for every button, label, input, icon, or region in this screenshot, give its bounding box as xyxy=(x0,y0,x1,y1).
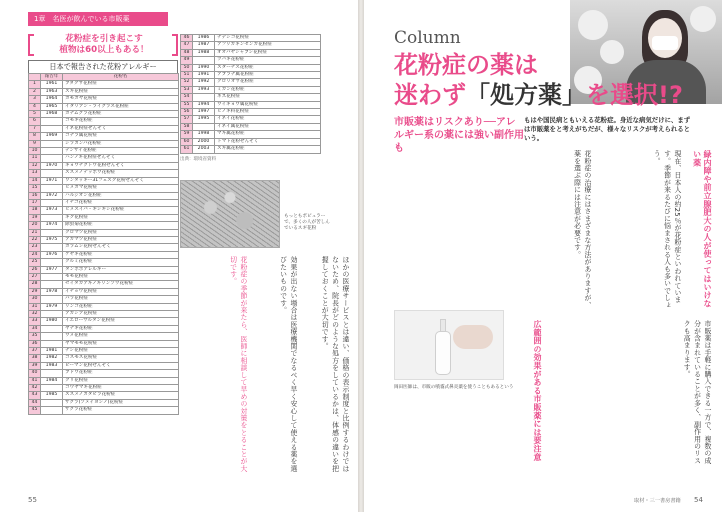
table-cell-name: モモ花粉症 xyxy=(63,273,179,280)
table-cell-num: 46 xyxy=(181,35,193,42)
table-cell-name: グロリオサ花粉症 xyxy=(215,79,321,86)
table-cell-num: 14 xyxy=(29,177,41,184)
table-cell-year: 1994 xyxy=(193,101,215,108)
table-cell-year xyxy=(41,340,63,347)
table-cell-num: 49 xyxy=(181,57,193,64)
headline-part-1: 迷わず xyxy=(394,81,466,109)
table-title: 日本で報告された花粉アレルギー xyxy=(28,60,178,73)
table-row xyxy=(29,377,179,384)
table-cell-num: 21 xyxy=(29,229,41,236)
table-cell-year xyxy=(41,370,63,377)
table-cell-year xyxy=(41,399,63,406)
table-row xyxy=(29,222,179,229)
table-row xyxy=(181,79,321,86)
header-name: 花粉名 xyxy=(63,74,179,81)
table-cell-num: 39 xyxy=(29,362,41,369)
table-cell-name: イチョウ花粉症 xyxy=(63,288,179,295)
allergy-table-2-box xyxy=(180,34,320,162)
table-cell-year: 1982 xyxy=(41,355,63,362)
table-cell-num: 26 xyxy=(29,266,41,273)
table-row xyxy=(29,118,179,125)
table-cell-name: コモギ花粉症 xyxy=(63,118,179,125)
table-cell-year: 1993 xyxy=(193,86,215,93)
table-cell-num: 29 xyxy=(29,288,41,295)
nasal-spray-photo xyxy=(394,310,504,380)
table-row xyxy=(29,348,179,355)
allergy-table-box xyxy=(28,60,178,415)
table-cell-year xyxy=(41,185,63,192)
table-cell-num: 36 xyxy=(29,340,41,347)
table-cell-year xyxy=(41,118,63,125)
table-cell-year: 1971 xyxy=(41,177,63,184)
table-cell-name: ネズ花粉症 xyxy=(215,94,321,101)
spray-caption: 岡田医師は、市販の噴霧式鼻炎薬を使うこともあるという xyxy=(394,385,514,390)
table-row xyxy=(29,214,179,221)
table-source-note: 出典：環境省資料 xyxy=(180,156,216,162)
table-cell-name: ワンタッキー31フェスク花粉ぜんそく xyxy=(63,177,179,184)
table-cell-year: 1977 xyxy=(41,266,63,273)
table-cell-name: ナデシコ花粉症 xyxy=(215,35,321,42)
table-cell-num: 55 xyxy=(181,101,193,108)
table-cell-year xyxy=(41,281,63,288)
table-cell-num: 23 xyxy=(29,244,41,251)
table-cell-year xyxy=(41,170,63,177)
table-row xyxy=(29,399,179,406)
table-cell-num: 2 xyxy=(29,88,41,95)
table-cell-name: ナシ花粉症 xyxy=(63,348,179,355)
table-cell-name: カナムグラ花粉症 xyxy=(63,111,179,118)
table-cell-num: 34 xyxy=(29,325,41,332)
table-cell-year xyxy=(41,155,63,162)
section-heading-2: 広範囲の効果がある市販薬には要注意 xyxy=(533,320,542,462)
callout-bracket-left xyxy=(28,34,34,56)
table-cell-num: 16 xyxy=(29,192,41,199)
table-cell-name: イネイ花粉症 xyxy=(215,116,321,123)
table-cell-year: 1978 xyxy=(41,288,63,295)
table-cell-year xyxy=(41,229,63,236)
left-page xyxy=(0,0,358,512)
table-cell-year: 1976 xyxy=(41,251,63,258)
table-cell-year: 1981 xyxy=(41,348,63,355)
callout-line-2: 植物は60以上もある！ xyxy=(59,45,149,55)
table-row xyxy=(29,244,179,251)
headline-line-2 xyxy=(394,80,683,110)
table-row xyxy=(181,49,321,56)
table-cell-year: 1984 xyxy=(41,377,63,384)
table-cell-name: ウイキョウ属花粉症 xyxy=(215,101,321,108)
table-cell-name: マキ属花粉症 xyxy=(215,131,321,138)
body-column-3: 花粉症の季節が来たら、医師に相談して早めの対策をとることが大切です。 xyxy=(228,256,247,472)
chapter-tag: 1章 名医が飲んでいる市販薬 xyxy=(28,12,168,26)
table-cell-year xyxy=(41,407,63,414)
section-heading-1: 緑内障や前立腺肥大の人が使ってはいけない薬 xyxy=(692,150,712,308)
allergy-table-2 xyxy=(180,34,321,154)
table-cell-name: テンサイ花粉症 xyxy=(63,148,179,155)
table-row xyxy=(29,355,179,362)
table-row xyxy=(29,185,179,192)
right-body-column-b: 花粉症の治療にはさまざまな方法がありますが、薬を選ぶ際には注意が必要です。 xyxy=(572,150,591,309)
table-row xyxy=(29,81,179,88)
table-cell-name: ヒノキ科花粉症 xyxy=(215,109,321,116)
table-row xyxy=(29,133,179,140)
table-row xyxy=(29,199,179,206)
table-cell-name: キク花粉症 xyxy=(63,214,179,221)
table-cell-num: 33 xyxy=(29,318,41,325)
table-cell-num: 59 xyxy=(181,131,193,138)
table-cell-year: 1990 xyxy=(193,64,215,71)
table-cell-num: 51 xyxy=(181,72,193,79)
table-cell-num: 54 xyxy=(181,94,193,101)
table-cell-num: 37 xyxy=(29,348,41,355)
table-cell-year: 2003 xyxy=(193,146,215,153)
table-cell-name: コスモス花粉症 xyxy=(63,355,179,362)
table-cell-name: ウメ花粉症 xyxy=(63,333,179,340)
table-row xyxy=(29,311,179,318)
subheadline: 市販薬はリスクあり──アレルギー系の薬には強い副作用も xyxy=(394,117,524,154)
table-cell-year: 1980 xyxy=(41,318,63,325)
table-cell-num: 7 xyxy=(29,125,41,132)
body-column-2: 効果が出ない場合は医療機関でなるべく早く安心して使える薬を選びたいものです。 xyxy=(278,256,297,472)
table-cell-year: 1991 xyxy=(193,72,215,79)
table-cell-num: 11 xyxy=(29,155,41,162)
table-row xyxy=(181,86,321,93)
table-row xyxy=(29,259,179,266)
table-cell-name: バラ花粉症 xyxy=(63,296,179,303)
header-num xyxy=(29,74,41,81)
table-cell-year: 1969 xyxy=(41,133,63,140)
table-cell-num: 24 xyxy=(29,251,41,258)
table-cell-num: 41 xyxy=(29,377,41,384)
table-cell-name: アカシア花粉症 xyxy=(63,311,179,318)
header-year: 報告年 xyxy=(41,74,63,81)
table-cell-num: 57 xyxy=(181,116,193,123)
table-row xyxy=(181,109,321,116)
table-cell-num: 8 xyxy=(29,133,41,140)
table-row xyxy=(29,192,179,199)
table-cell-num: 48 xyxy=(181,49,193,56)
table-cell-num: 9 xyxy=(29,140,41,147)
table-row xyxy=(181,146,321,153)
table-cell-num: 15 xyxy=(29,185,41,192)
table-cell-num: 47 xyxy=(181,42,193,49)
table-cell-name: アフリカキンセンカ花粉症 xyxy=(215,42,321,49)
table-cell-year xyxy=(41,273,63,280)
table-row xyxy=(29,162,179,169)
table-cell-name: サクラ花粉症 xyxy=(63,407,179,414)
table-cell-name: スギ属花粉症 xyxy=(215,146,321,153)
callout-box xyxy=(28,34,178,56)
right-page xyxy=(364,0,722,512)
table-cell-name: アカマツ花粉症 xyxy=(63,236,179,243)
table-cell-name: ヤナギ花粉症 xyxy=(63,325,179,332)
table-cell-name: ヒメスイバ・ギシギシ花粉症 xyxy=(63,207,179,214)
table-cell-name: シラカンバ花粉症 xyxy=(63,140,179,147)
table-row xyxy=(29,325,179,332)
table-cell-name: クルミ花粉症 xyxy=(63,259,179,266)
table-cell-name: ススメノカタビラ花粉症 xyxy=(63,392,179,399)
table-row xyxy=(29,236,179,243)
table-cell-name: スギ花粉症 xyxy=(63,88,179,95)
table-cell-name: ブタクサ花粉症 xyxy=(63,81,179,88)
table-cell-num: 42 xyxy=(29,385,41,392)
table-cell-name: セイタカアキノキリンソウ花粉症 xyxy=(63,281,179,288)
headline xyxy=(394,50,683,110)
table-row xyxy=(181,101,321,108)
table-cell-year: 1961 xyxy=(41,81,63,88)
table-cell-num: 27 xyxy=(29,273,41,280)
table-cell-name: カラムシ花粉ぜんそく xyxy=(63,244,179,251)
table-cell-year: 1988 xyxy=(193,49,215,56)
table-row xyxy=(181,131,321,138)
table-cell-year: 1975 xyxy=(41,236,63,243)
table-cell-name: イネ花粉症ぜんそく xyxy=(63,125,179,132)
table-cell-name: カモガヤ花粉症 xyxy=(63,96,179,103)
table-cell-year: 1970 xyxy=(41,162,63,169)
allergy-table xyxy=(28,73,179,415)
photo-caption: もっともポピュラーで、多くの人が苦しんでいるスギ花粉 xyxy=(284,214,330,231)
table-cell-name: ハルジオン花粉症 xyxy=(63,192,179,199)
table-cell-year xyxy=(193,57,215,64)
table-cell-num: 45 xyxy=(29,407,41,414)
table-row xyxy=(29,96,179,103)
table-cell-num: 18 xyxy=(29,207,41,214)
headline-part-3: を選択!? xyxy=(586,81,683,109)
table-cell-name: 除虫菊花粉症 xyxy=(63,222,179,229)
table-cell-num: 40 xyxy=(29,370,41,377)
table-row xyxy=(29,296,179,303)
table-cell-name: コナラ属花粉症 xyxy=(63,133,179,140)
table-cell-year: 1998 xyxy=(193,131,215,138)
table-cell-num: 58 xyxy=(181,123,193,130)
table-row xyxy=(29,288,179,295)
table-cell-num: 35 xyxy=(29,333,41,340)
table-row xyxy=(181,42,321,49)
table-row xyxy=(29,207,179,214)
table-cell-name: イチゴ花粉症 xyxy=(63,199,179,206)
spray-bottle-icon xyxy=(435,331,451,375)
table-cell-name: キョウチクトウ花粉ぜんそく xyxy=(63,162,179,169)
table-cell-num: 3 xyxy=(29,96,41,103)
callout-bracket-right xyxy=(172,34,178,56)
table-cell-num: 17 xyxy=(29,199,41,206)
table-cell-year: 1972 xyxy=(41,192,63,199)
table-row xyxy=(29,170,179,177)
cedar-photo xyxy=(180,180,280,248)
table-cell-num: 44 xyxy=(29,399,41,406)
table-row xyxy=(29,88,179,95)
table-cell-year: 1973 xyxy=(41,207,63,214)
table-cell-num: 61 xyxy=(181,146,193,153)
table-cell-num: 53 xyxy=(181,86,193,93)
table-cell-name: トマト花粉ぜんそく xyxy=(215,138,321,145)
table-header-row xyxy=(29,74,179,81)
table-row xyxy=(181,64,321,71)
table-cell-name: コウヤマキ花粉症 xyxy=(63,385,179,392)
table-cell-name: ピーマン花粉ぜんそく xyxy=(63,362,179,369)
table-row xyxy=(29,273,179,280)
table-row xyxy=(29,407,179,414)
table-cell-year xyxy=(41,125,63,132)
page-number-left: 55 xyxy=(28,496,37,504)
table-cell-year: 1992 xyxy=(193,79,215,86)
table-row xyxy=(29,229,179,236)
table-cell-num: 52 xyxy=(181,79,193,86)
table-cell-num: 13 xyxy=(29,170,41,177)
table-cell-name: リンゴ花粉症 xyxy=(63,303,179,310)
table-row xyxy=(29,333,179,340)
table-cell-year: 1997 xyxy=(193,109,215,116)
table-row xyxy=(29,148,179,155)
table-cell-year: 1986 xyxy=(193,35,215,42)
table-row xyxy=(29,177,179,184)
table-row xyxy=(181,116,321,123)
table-row xyxy=(181,57,321,64)
table-row xyxy=(181,123,321,130)
table-cell-name: サクラ(ソメイヨシノ)花粉症 xyxy=(63,399,179,406)
table-cell-num: 56 xyxy=(181,109,193,116)
table-cell-year: 1963 xyxy=(41,88,63,95)
table-cell-name: ツバキ花粉症 xyxy=(215,57,321,64)
table-cell-name: スターチス花粉症 xyxy=(215,64,321,71)
table-cell-year: 1964 xyxy=(41,96,63,103)
table-row xyxy=(29,140,179,147)
table-cell-year xyxy=(41,296,63,303)
table-cell-year: 1995 xyxy=(193,116,215,123)
table-cell-num: 12 xyxy=(29,162,41,169)
table-cell-year xyxy=(41,325,63,332)
table-cell-num: 50 xyxy=(181,64,193,71)
column-label: Column xyxy=(394,28,461,48)
page-number-right: 54 xyxy=(694,496,703,504)
table-cell-name: クロマツ花粉症 xyxy=(63,229,179,236)
table-cell-year xyxy=(41,259,63,266)
table-row xyxy=(181,35,321,42)
table-cell-name: イタリアン・ライグラス花粉症 xyxy=(63,103,179,110)
table-cell-year: 1983 xyxy=(41,362,63,369)
table-cell-year xyxy=(41,333,63,340)
body-column-1: ほかの医療サービスとは違い、価格の表示制度と比例するわけではないため、院長がどのような処方をしているかは、体感の違いを把握しておくことが大切です。 xyxy=(320,256,349,472)
table-cell-name: ミカン花粉症 xyxy=(215,86,321,93)
table-cell-num: 1 xyxy=(29,81,41,88)
table-cell-name: ブドウ花粉症 xyxy=(63,370,179,377)
table-row xyxy=(181,72,321,79)
table-cell-name: アブラナ属花粉症 xyxy=(215,72,321,79)
table-cell-year xyxy=(41,214,63,221)
table-cell-year: 1968 xyxy=(41,111,63,118)
headline-line-1: 花粉症の薬は xyxy=(394,51,538,79)
table-cell-num: 30 xyxy=(29,296,41,303)
table-cell-num: 6 xyxy=(29,118,41,125)
table-row xyxy=(29,251,179,258)
table-cell-year: 1965 xyxy=(41,103,63,110)
table-row xyxy=(181,94,321,101)
table-row xyxy=(29,111,179,118)
table-cell-name: ハンノキ花粉症ぜんそく xyxy=(63,155,179,162)
table-cell-year xyxy=(41,199,63,206)
table-cell-name: ヤマモモ花粉症 xyxy=(63,340,179,347)
table-cell-year: 2000 xyxy=(193,138,215,145)
right-body-column-a: 現在、日本人の約25％が花粉症といわれています。季節が来るたびに悩まされる人も多いでしょう。 xyxy=(652,150,681,309)
table-cell-name: オオバヤシャブシ花粉症 xyxy=(215,49,321,56)
table-cell-name: タンポポアレルギー xyxy=(63,266,179,273)
table-row xyxy=(181,138,321,145)
table-cell-year: 1987 xyxy=(193,42,215,49)
table-cell-year xyxy=(41,385,63,392)
table-row xyxy=(29,103,179,110)
table-row xyxy=(29,266,179,273)
table-cell-year xyxy=(41,311,63,318)
table-row xyxy=(29,155,179,162)
callout-line-1: 花粉症を引き起こす xyxy=(65,34,143,44)
table-cell-num: 19 xyxy=(29,214,41,221)
table-cell-num: 60 xyxy=(181,138,193,145)
face-mask-icon xyxy=(652,36,678,50)
table-row xyxy=(29,362,179,369)
table-cell-name: ケヤキ花粉症 xyxy=(63,251,179,258)
table-cell-year xyxy=(41,148,63,155)
table-row xyxy=(29,385,179,392)
table-cell-year xyxy=(193,94,215,101)
table-cell-num: 38 xyxy=(29,355,41,362)
table-cell-num: 28 xyxy=(29,281,41,288)
table-cell-num: 31 xyxy=(29,303,41,310)
table-row xyxy=(29,281,179,288)
table-cell-num: 25 xyxy=(29,259,41,266)
table-cell-year: 1974 xyxy=(41,222,63,229)
table-cell-year xyxy=(41,244,63,251)
table-cell-num: 4 xyxy=(29,103,41,110)
table-cell-num: 43 xyxy=(29,392,41,399)
table-cell-num: 22 xyxy=(29,236,41,243)
table-row xyxy=(29,392,179,399)
table-cell-num: 20 xyxy=(29,222,41,229)
table-cell-year xyxy=(193,123,215,130)
running-footer: 取材・三一書房書籍 xyxy=(634,498,681,504)
table-row xyxy=(29,370,179,377)
right-body-column-c: 市販薬は手軽に購入できる一方で、複数の成分が含まれていることが多く、副作用のリスクも高まります。 xyxy=(682,320,711,464)
table-cell-num: 32 xyxy=(29,311,41,318)
table-cell-name: ヒメガマ花粉症 xyxy=(63,185,179,192)
table-cell-num: 10 xyxy=(29,148,41,155)
headline-part-2: 「処方薬」 xyxy=(466,81,586,109)
table-row xyxy=(29,125,179,132)
table-row xyxy=(29,318,179,325)
table-cell-year: 1985 xyxy=(41,392,63,399)
table-row xyxy=(29,340,179,347)
table-cell-year: 1979 xyxy=(41,303,63,310)
table-cell-name: ススメノテッポウ花粉症 xyxy=(63,170,179,177)
table-cell-name: イエローサルタン花粉症 xyxy=(63,318,179,325)
table-cell-year xyxy=(41,140,63,147)
table-row xyxy=(29,303,179,310)
table-cell-name: イネイ属花粉症 xyxy=(215,123,321,130)
table-cell-num: 5 xyxy=(29,111,41,118)
table-cell-name: クリ花粉症 xyxy=(63,377,179,384)
lede-text: もはや国民病ともいえる花粉症。身近な病気だけに、まずは市販薬をと考えがちだが、様々なリスクが考えられるという。 xyxy=(524,116,691,142)
